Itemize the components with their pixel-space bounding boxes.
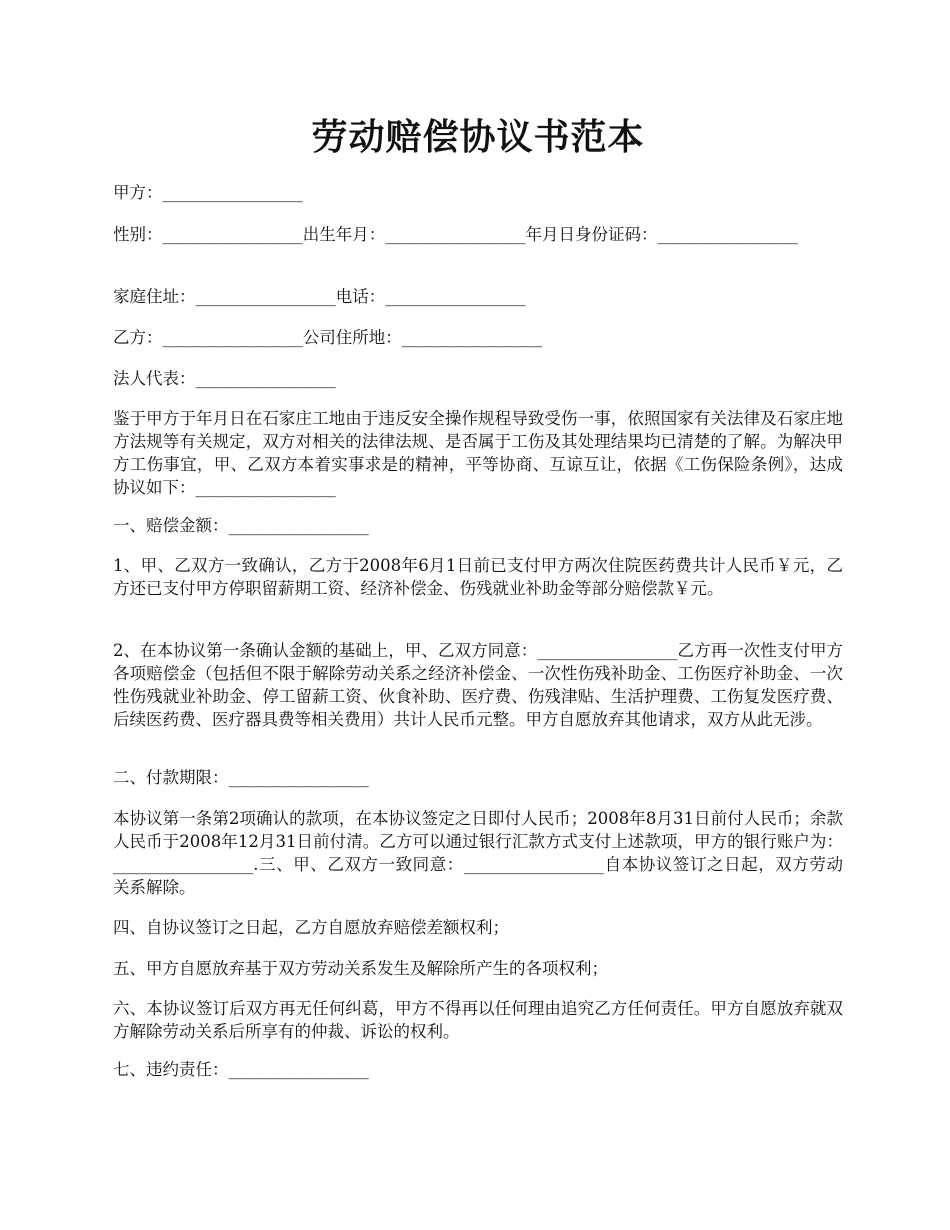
section-six: 六、本协议签订后双方再无任何纠葛，甲方不得再以任何理由追究乙方任何责任。甲方自愿放弃就双方解除劳动关系后所享有的仲裁、诉讼的权利。 bbox=[113, 999, 843, 1041]
clause-2-paragraph: 2、在本协议第一条确认金额的基础上，甲、乙双方同意：_________________乙方再一次性支付甲方各项赔偿金（包括但不限于解除劳动关系之经济补偿金、一次性伤残补助金、工伤医疗补助金、一次性伤残就业补助金、停工留薪工资、伙食补助、医疗费、伤残津贴、生活护理费、工伤复发医疗费、后续医药费、医疗器具费等相关费用）共计人民币元整。甲方自愿放弃其他请求，双方从此无涉。 bbox=[113, 641, 843, 729]
preamble-paragraph: 鉴于甲方于年月日在石家庄工地由于违反安全操作规程导致受伤一事，依照国家有关法律及石家庄地方法规等有关规定，双方对相关的法律法规、是否属于工伤及其处理结果均已清楚的了解。为解决甲方工伤事宜，甲、乙双方本着实事求是的精神，平等协商、互谅互让，依据《工伤保险条例》，达成协议如下：_________________ bbox=[113, 409, 843, 497]
address-phone-line: 家庭住址：_________________电话：_________________ bbox=[113, 287, 526, 306]
section-payment-period: 二、付款期限：_________________ bbox=[113, 768, 369, 787]
payment-terms-paragraph: 本协议第一条第2项确认的款项，在本协议签定之日即付人民币；2008年8月31日前付人民币；余款人民币于2008年12月31日前付清。乙方可以通过银行汇款方式支付上述款项，甲方的银行账户为：_________________.三、甲、乙双方一致同意：_________________自本协议签订之日起，双方劳动关系解除。 bbox=[113, 809, 843, 897]
section-seven: 七、违约责任：_________________ bbox=[113, 1060, 369, 1079]
section-five: 五、甲方自愿放弃基于双方劳动关系发生及解除所产生的各项权利； bbox=[113, 959, 608, 978]
gender-birth-id-line: 性别：_________________出生年月：_________________年月日身份证码：_________________ bbox=[113, 225, 798, 244]
party-b-line: 乙方：_________________公司住所地：_________________ bbox=[113, 328, 542, 347]
party-a-line: 甲方：_________________ bbox=[113, 183, 303, 202]
legal-representative-line: 法人代表：_________________ bbox=[113, 369, 336, 388]
clause-1-paragraph: 1、甲、乙双方一致确认，乙方于2008年6月1日前已支付甲方两次住院医药费共计人民币￥元，乙方还已支付甲方停职留薪期工资、经济补偿金、伤残就业补助金等部分赔偿款￥元。 bbox=[113, 556, 843, 598]
document-title: 劳动赔偿协议书范本 bbox=[311, 116, 645, 158]
section-compensation-amount: 一、赔偿金额：_________________ bbox=[113, 516, 369, 535]
section-four: 四、自协议签订之日起，乙方自愿放弃赔偿差额权利； bbox=[113, 918, 509, 937]
